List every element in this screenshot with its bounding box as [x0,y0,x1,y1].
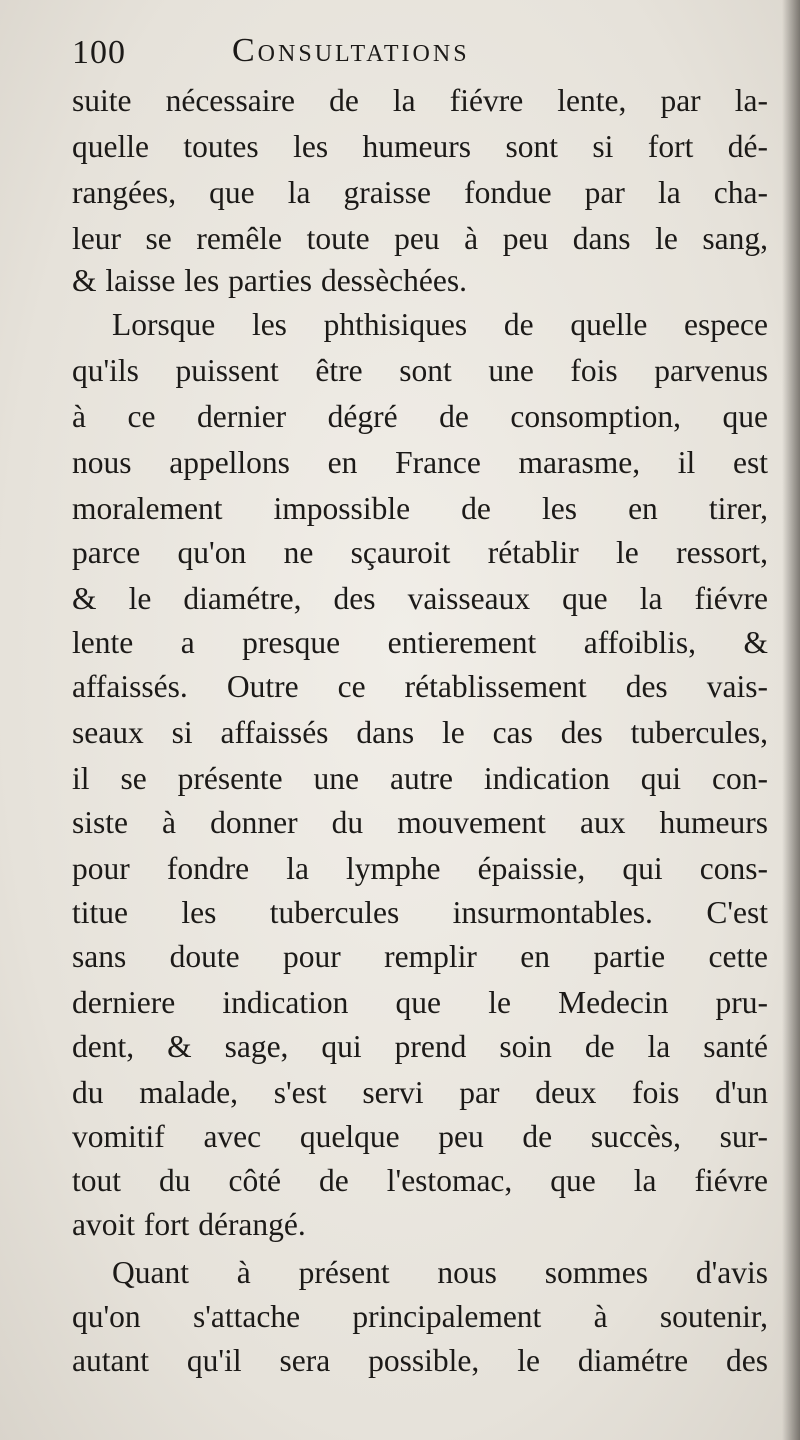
paragraph-start-line: Lorsque les phthisiques de quelle espece [112,307,768,342]
text-line: sans doute pour remplir en partie cette [72,939,768,974]
text-line: vomitif avec quelque peu de succès, sur- [72,1119,768,1154]
page-number: 100 [72,34,126,71]
text-line: titue les tubercules insurmontables. C'est [72,895,768,930]
running-title: Consultations [232,32,470,69]
text-line: autant qu'il sera possible, le diamétre des [72,1343,768,1378]
text-line: siste à donner du mouvement aux humeurs [72,805,768,840]
text-line: avoit fort dérangé. [72,1207,306,1242]
text-line: il se présente une autre indication qui con- [72,761,768,796]
paragraph-start-line: Quant à présent nous sommes d'avis [112,1255,768,1290]
text-line: qu'on s'attache principalement à soutenir, [72,1299,768,1334]
text-line: leur se remêle toute peu à peu dans le sang, [72,221,768,256]
text-line: suite nécessaire de la fiévre lente, par la- [72,83,768,118]
text-line: qu'ils puissent être sont une fois parvenus [72,353,768,388]
text-line: pour fondre la lymphe épaissie, qui cons- [72,851,768,886]
text-line: tout du côté de l'estomac, que la fiévre [72,1163,768,1198]
text-line: affaissés. Outre ce rétablissement des vais- [72,669,768,704]
page-header [72,28,752,78]
text-line: du malade, s'est servi par deux fois d'un [72,1075,768,1110]
text-line: à ce dernier dégré de consomption, que [72,399,768,434]
text-line: rangées, que la graisse fondue par la cha- [72,175,768,210]
text-line: seaux si affaissés dans le cas des tubercules, [72,715,768,750]
text-line: & le diamétre, des vaisseaux que la fiévre [72,581,768,616]
text-line: lente a presque entierement affoiblis, & [72,625,768,660]
text-line: moralement impossible de les en tirer, [72,491,768,526]
text-line: & laisse les parties dessèchées. [72,263,467,298]
text-line: nous appellons en France marasme, il est [72,445,768,480]
page-edge-shadow [782,0,800,1440]
text-line: derniere indication que le Medecin pru- [72,985,768,1020]
text-line: quelle toutes les humeurs sont si fort dé- [72,129,768,164]
text-line: parce qu'on ne sçauroit rétablir le ressort, [72,535,768,570]
text-line: dent, & sage, qui prend soin de la santé [72,1029,768,1064]
